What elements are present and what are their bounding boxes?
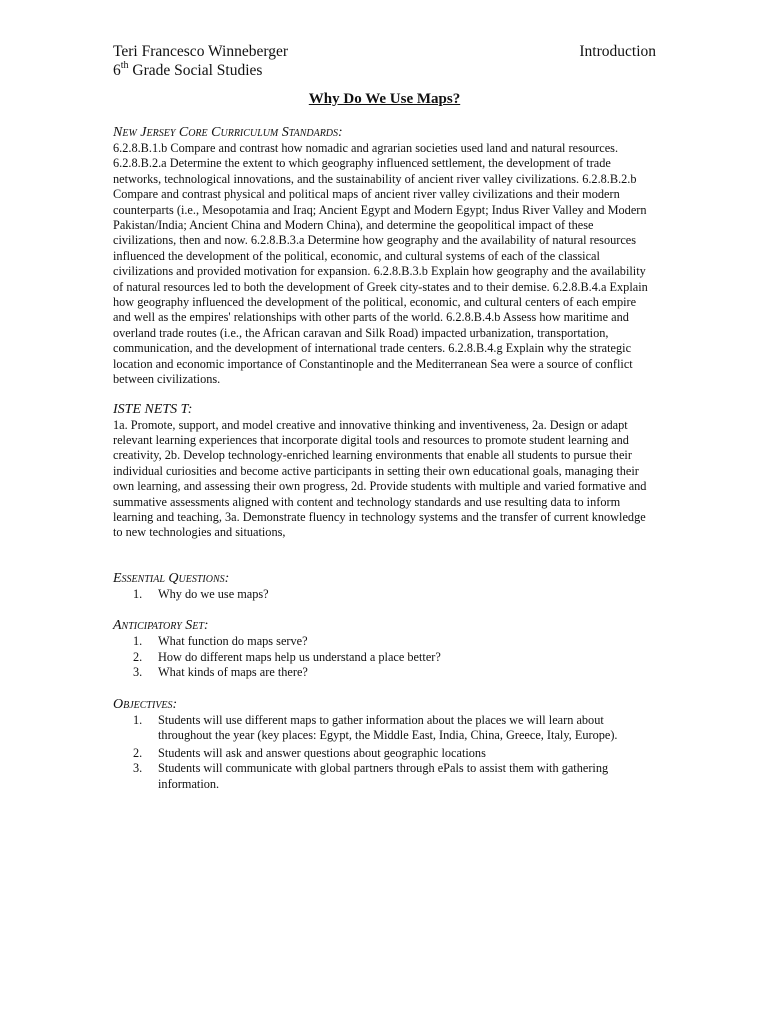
anticipatory-set-list — [113, 634, 656, 681]
grade-suffix: th — [120, 59, 129, 71]
objectives-list — [113, 713, 656, 793]
list-item: 2. Students will ask and answer questions about geographic locations — [133, 745, 486, 760]
list-item: 3. Students will communicate with global partners through ePals to assist them with gathering information. — [133, 761, 609, 791]
grade-number: 6 — [113, 62, 121, 79]
page-title: Why Do We Use Maps? — [308, 91, 461, 107]
essential-questions-heading: Essential Questions: — [113, 570, 230, 586]
nj-standards-heading: New Jersey Core Curriculum Standards: — [113, 125, 343, 140]
list-item: 2. How do different maps help us understand a place better? — [133, 649, 441, 664]
iste-section — [113, 402, 656, 541]
nj-standards-section — [113, 125, 656, 388]
list-item: 3. What kinds of maps are there? — [133, 665, 308, 680]
document-page — [113, 42, 656, 792]
iste-heading: ISTE NETS T: — [113, 401, 193, 417]
anticipatory-set-section — [113, 618, 656, 681]
list-item: 1. Why do we use maps? — [133, 586, 269, 601]
document-header — [113, 42, 656, 61]
author-name: Teri Francesco Winneberger — [113, 43, 289, 60]
list-item: 1. Students will use different maps to gather information about the places we will learn about throughout the year (key places: Egypt, the Middle East, India, China, Greece, Italy, Europe). — [133, 712, 618, 743]
essential-questions-list — [113, 587, 656, 603]
anticipatory-set-heading: Anticipatory Set: — [113, 618, 209, 634]
section-label: Introduction — [579, 43, 656, 60]
objectives-section — [113, 697, 656, 793]
objectives-heading: Objectives: — [113, 696, 178, 712]
grade-line — [113, 61, 656, 80]
list-item: 1. What function do maps serve? — [133, 634, 308, 649]
grade-subject: Grade Social Studies — [128, 62, 263, 79]
iste-text: 1a. Promote, support, and model creative and innovative thinking and inventiveness, 2a. Design or adapt relevant learning experiences that incorporate digital tools and resources to promote student learning and creativity, 2b. Develop technology-enriched learning environments that enable all students to pursue their individual curiosities and become active participants in setting their own educational goals, managing their own learning, and assessing their own progress, 2d. Provide students with multiple and varied formative and summative assessments aligned with content and technology standards and use resulting data to inform learning and teaching, 3a. Demonstrate fluency in technology systems and the transfer of current knowledge to new technologies and situations, — [113, 417, 647, 540]
nj-standards-text: 6.2.8.B.1.b Compare and contrast how nomadic and agrarian societies used land and natural resources. 6.2.8.B.2.a Determine the extent to which geography influenced settlement, the development of trade networks, technological innovations, and the sustainability of ancient river valley civilizations. 6.2.8.B.2.b Compare and contrast physical and political maps of ancient river valley civilizations and their modern counterparts (i.e., Mesopotamia and Iraq; Ancient Egypt and Modern Egypt; Indus River Valley and Modern Pakistan/India; Ancient China and Modern China), and determine the geopolitical impact of these civilizations, then and now. 6.2.8.B.3.a Determine how geography and the availability of natural resources influenced the development of the political, economic, and cultural systems of each of the classical civilizations and provided motivation for expansion. 6.2.8.B.3.b Explain how geography and the availability of natural resources led to both the development of Greek city-states and to their demise. 6.2.8.B.4.a Explain how geography influenced the development of the political, economic, and cultural centers of each empire and well as the empires' relationships with other parts of the world. 6.2.8.B.4.b Assess how maritime and overland trade routes (i.e., the African caravan and Silk Road) impacted urbanization, transportation, communication, and the development of international trade centers. 6.2.8.B.4.g Explain why the strategic location and economic importance of Constantinople and the Mediterranean Sea were a source of conflict between civilizations. — [113, 141, 648, 387]
essential-questions-section — [113, 571, 656, 603]
